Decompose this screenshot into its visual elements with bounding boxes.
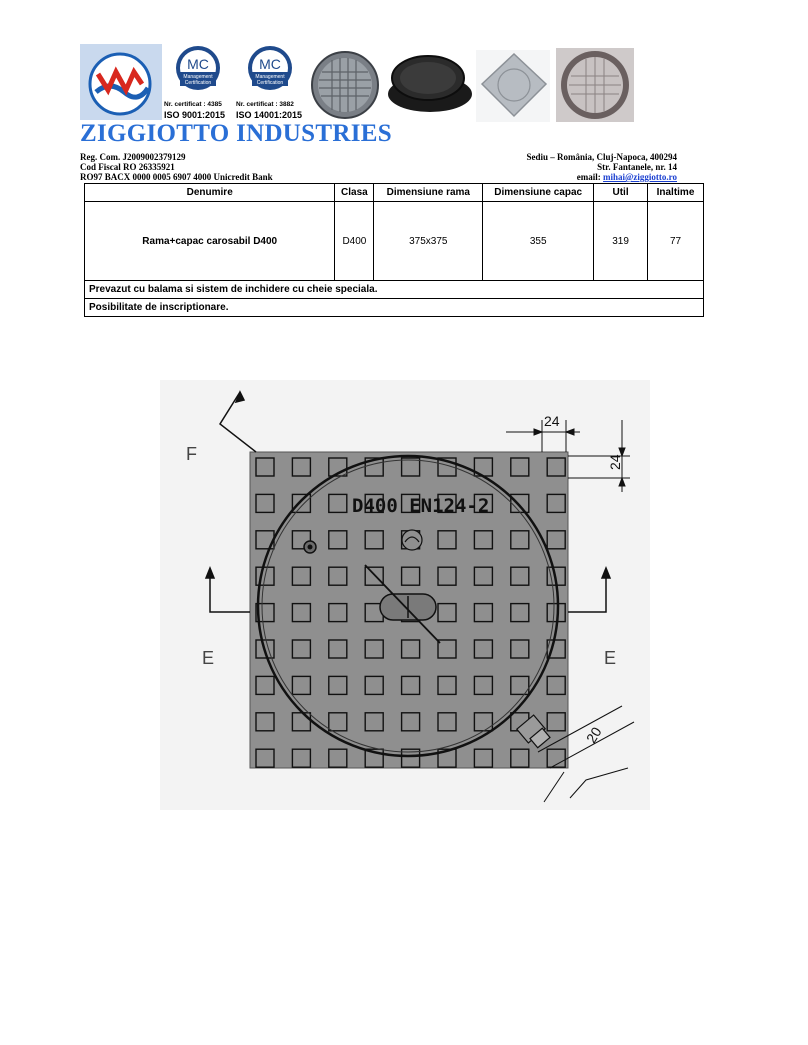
email-link[interactable]: mihai@ziggiotto.ro	[603, 172, 677, 182]
grid-cell	[292, 640, 310, 658]
grid-cell	[438, 640, 456, 658]
grid-cell	[547, 676, 565, 694]
grid-cell	[292, 749, 310, 767]
grid-cell	[329, 604, 347, 622]
height-cell: 77	[648, 202, 704, 281]
grid-cell	[547, 494, 565, 512]
fiscal-code: Cod Fiscal RO 26335921	[80, 162, 175, 172]
table-note-row	[85, 281, 704, 299]
column-header: Dimensiune capac	[483, 184, 594, 202]
section-label-e-left: E	[202, 648, 215, 668]
grid-cell	[511, 749, 529, 767]
grid-cell	[329, 640, 347, 658]
company-address-info	[526, 152, 677, 182]
class-cell: D400	[335, 202, 374, 281]
grid-cell	[329, 494, 347, 512]
grid-cell	[365, 640, 383, 658]
company-logo-icon	[80, 44, 162, 120]
cover-size-cell: 355	[483, 202, 594, 281]
company-registration-info	[80, 152, 273, 182]
grid-cell	[329, 749, 347, 767]
registration-number: Reg. Com. J2009002379129	[80, 152, 186, 162]
certificate-number: Nr. certificat : 4385	[164, 101, 222, 108]
grid-cell	[511, 458, 529, 476]
email-label: email:	[576, 172, 601, 182]
grid-cell	[292, 676, 310, 694]
grid-cell	[329, 567, 347, 585]
grid-cell	[292, 567, 310, 585]
grid-cell	[365, 713, 383, 731]
header-logos	[80, 44, 640, 124]
grid-cell	[365, 531, 383, 549]
mc-subtitle: Certification	[256, 80, 284, 86]
grid-cell	[402, 713, 420, 731]
grid-cell	[256, 494, 274, 512]
grid-cell	[365, 567, 383, 585]
grid-cell	[402, 567, 420, 585]
mc-subtitle: Management	[255, 74, 285, 80]
grid-cell	[365, 676, 383, 694]
grid-cell	[511, 604, 529, 622]
grid-cell	[256, 676, 274, 694]
column-header: Denumire	[85, 184, 335, 202]
column-header: Inaltime	[648, 184, 704, 202]
grid-cell	[547, 531, 565, 549]
grid-cell	[438, 567, 456, 585]
grid-cell	[474, 567, 492, 585]
table-row	[85, 202, 704, 281]
grid-cell	[511, 567, 529, 585]
bank-account: RO97 BACX 0000 0005 6907 4000 Unicredit Bank	[80, 172, 273, 182]
round-black-cover-photo-icon	[384, 44, 474, 122]
note-hinge: Prevazut cu balama si sistem de inchidere cu cheie speciala.	[85, 281, 704, 299]
grid-cell	[292, 494, 310, 512]
dimension-side-label: 24	[607, 454, 623, 470]
mc-subtitle: Management	[183, 74, 213, 80]
grid-cell	[402, 676, 420, 694]
table-header-row	[85, 184, 704, 202]
square-cover-photo-icon	[476, 50, 550, 122]
dimension-top-label: 24	[544, 413, 560, 429]
clear-opening-cell: 319	[594, 202, 648, 281]
iso-standard: ISO 14001:2015	[236, 110, 303, 120]
grid-cell	[547, 458, 565, 476]
grid-cell	[329, 531, 347, 549]
section-label-f: F	[186, 444, 197, 464]
section-label-e-right: E	[604, 648, 617, 668]
grid-cell	[511, 494, 529, 512]
grid-cell	[329, 713, 347, 731]
mc-title: MC	[259, 56, 281, 72]
table-note-row	[85, 299, 704, 317]
column-header: Dimensiune rama	[374, 184, 483, 202]
column-header: Clasa	[335, 184, 374, 202]
grid-cell	[292, 458, 310, 476]
grid-cell	[547, 713, 565, 731]
grid-cell	[511, 531, 529, 549]
company-name: ZIGGIOTTO INDUSTRIES	[80, 120, 392, 147]
grid-cell	[438, 604, 456, 622]
dimension-hinge-label: 20	[582, 724, 605, 746]
grid-cell	[256, 713, 274, 731]
grid-cell	[511, 640, 529, 658]
grid-cell	[438, 676, 456, 694]
mc-certification-logo-icon	[164, 44, 234, 122]
grid-cell	[256, 458, 274, 476]
grid-cell	[474, 749, 492, 767]
cover-marking-text: D400 EN124-2	[352, 495, 490, 517]
grid-cell	[402, 640, 420, 658]
grid-cell	[292, 604, 310, 622]
frame-size-cell: 375x375	[374, 202, 483, 281]
grid-cell	[474, 713, 492, 731]
round-grid-cover-photo-icon	[308, 50, 382, 120]
product-spec-table	[84, 183, 704, 317]
iso-standard: ISO 9001:2015	[164, 110, 226, 120]
grid-cell	[292, 713, 310, 731]
headquarters: Sediu – România, Cluj-Napoca, 400294	[526, 152, 677, 162]
street-address: Str. Fantanele, nr. 14	[597, 162, 677, 172]
mc-subtitle: Certification	[184, 80, 212, 86]
column-header: Util	[594, 184, 648, 202]
round-cover-in-frame-photo-icon	[556, 48, 634, 122]
mc-title: MC	[187, 56, 209, 72]
note-inscription: Posibilitate de inscriptionare.	[85, 299, 704, 317]
certificate-number: Nr. certificat : 3882	[236, 101, 294, 108]
product-name-cell: Rama+capac carosabil D400	[85, 202, 335, 281]
mc-certification-logo-icon	[236, 44, 308, 122]
grid-cell	[329, 676, 347, 694]
grid-cell	[474, 676, 492, 694]
grid-cell	[256, 749, 274, 767]
grid-cell	[474, 531, 492, 549]
grid-cell	[438, 531, 456, 549]
grid-cell	[438, 713, 456, 731]
grid-cell	[474, 604, 492, 622]
technical-drawing	[160, 380, 650, 810]
email-line	[526, 172, 677, 182]
grid-cell	[474, 640, 492, 658]
manufacturer-emblem-icon	[402, 530, 422, 550]
